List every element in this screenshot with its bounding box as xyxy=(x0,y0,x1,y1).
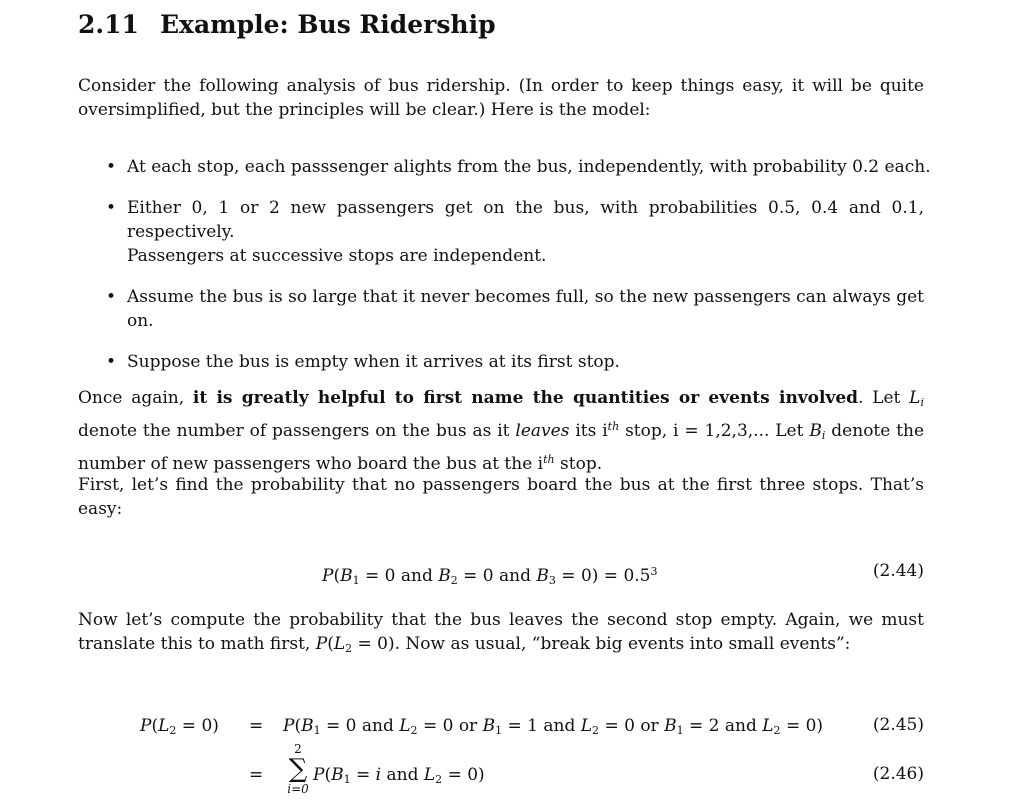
emphasis-text: it is greatly helpful to first name the quantities or events involved xyxy=(192,388,859,408)
first-line-1: First, let’s find the probability that no passengers board the bus at the first three stops. That’s xyxy=(78,475,924,495)
equation-2-45-equals: = xyxy=(249,716,264,736)
naming-line-3: number of new passengers who board the bus at the $i^{th}$ stop. xyxy=(78,453,603,474)
bullet-text: Assume the bus is so large that it never becomes full, so the new passengers can always get xyxy=(127,287,924,307)
equation-2-45-rhs: $P(B_1 = 0$ and $L_2 = 0$ or $B_1 = 1$ and $L_2 = 0$ or $B_1 = 2$ and $L_2 = 0$) xyxy=(283,716,824,737)
naming-line-2: denote the number of passengers on the bus as it leaves its $i^{th}$ stop, i = 1,2,3,... Let $B_i$ denote the xyxy=(78,420,925,442)
bullet-dot-icon: • xyxy=(106,352,117,372)
equation-2-46-equals: = xyxy=(249,765,264,785)
intro-line-2: oversimplified, but the principles will be clear.) Here is the model: xyxy=(78,100,651,120)
bullet-item xyxy=(106,196,924,268)
equation-2-46-rhs: $P(B_1 = i$ and $L_2 = 0$) xyxy=(313,765,485,786)
second-line-1: Now let’s compute the probability that the bus leaves the second stop empty. Again, we must xyxy=(78,610,924,630)
bullet-dot-icon: • xyxy=(106,198,117,218)
section-title: Example: Bus Ridership xyxy=(160,10,496,39)
naming-paragraph xyxy=(78,386,924,476)
bullet-text: At each stop, each passsenger alights from the bus, independently, with probability 0.2 each. xyxy=(127,157,931,177)
bullet-dot-icon: • xyxy=(106,157,117,177)
equation-2-45-lhs: $P(L_2 = 0)$ xyxy=(140,716,219,737)
bullet-item xyxy=(106,155,931,179)
summation-sign xyxy=(283,742,313,796)
bullet-text: on. xyxy=(127,311,154,331)
second-paragraph xyxy=(78,608,924,661)
equation-2-44: $P(B_1 = 0$ and $B_2 = 0$ and $B_3 = 0) = 0.5^3$ xyxy=(322,565,658,587)
math-B-i: $B_i$ xyxy=(809,421,826,442)
section-number: 2.11 xyxy=(78,10,139,39)
sigma-icon: ∑ xyxy=(288,754,308,784)
equation-number-2-44: (2.44) xyxy=(872,561,924,581)
bullet-item xyxy=(106,350,924,374)
model-bullet-list xyxy=(106,155,931,391)
bullet-item xyxy=(106,285,924,333)
bullet-text: Suppose the bus is empty when it arrives at its first stop. xyxy=(127,352,620,372)
bullet-dot-icon: • xyxy=(106,287,117,307)
intro-line-1: Consider the following analysis of bus ridership. (In order to keep things easy, it will be quite xyxy=(78,76,924,96)
intro-paragraph xyxy=(78,74,924,122)
second-line-2: translate this to math first, $P(L_2 = 0)$. Now as usual, “break big events into small events”: xyxy=(78,634,851,655)
math-L-i: $L_i$ xyxy=(909,388,924,409)
sum-upper-limit: 2 xyxy=(294,742,302,756)
equation-number-2-45: (2.45) xyxy=(872,715,924,735)
bullet-text: Passengers at successive stops are independent. xyxy=(127,246,547,266)
first-paragraph xyxy=(78,473,924,521)
bullet-text: Either 0, 1 or 2 new passengers get on the bus, with probabilities 0.5, 0.4 and 0.1, respectively. xyxy=(127,198,924,242)
naming-line-1: Once again, it is greatly helpful to first name the quantities or events involved. Let $L_i$ xyxy=(78,388,924,409)
section-heading xyxy=(78,10,496,39)
first-line-2: easy: xyxy=(78,499,123,519)
sum-lower-limit: i=0 xyxy=(287,782,309,796)
equation-number-2-46: (2.46) xyxy=(872,764,924,784)
